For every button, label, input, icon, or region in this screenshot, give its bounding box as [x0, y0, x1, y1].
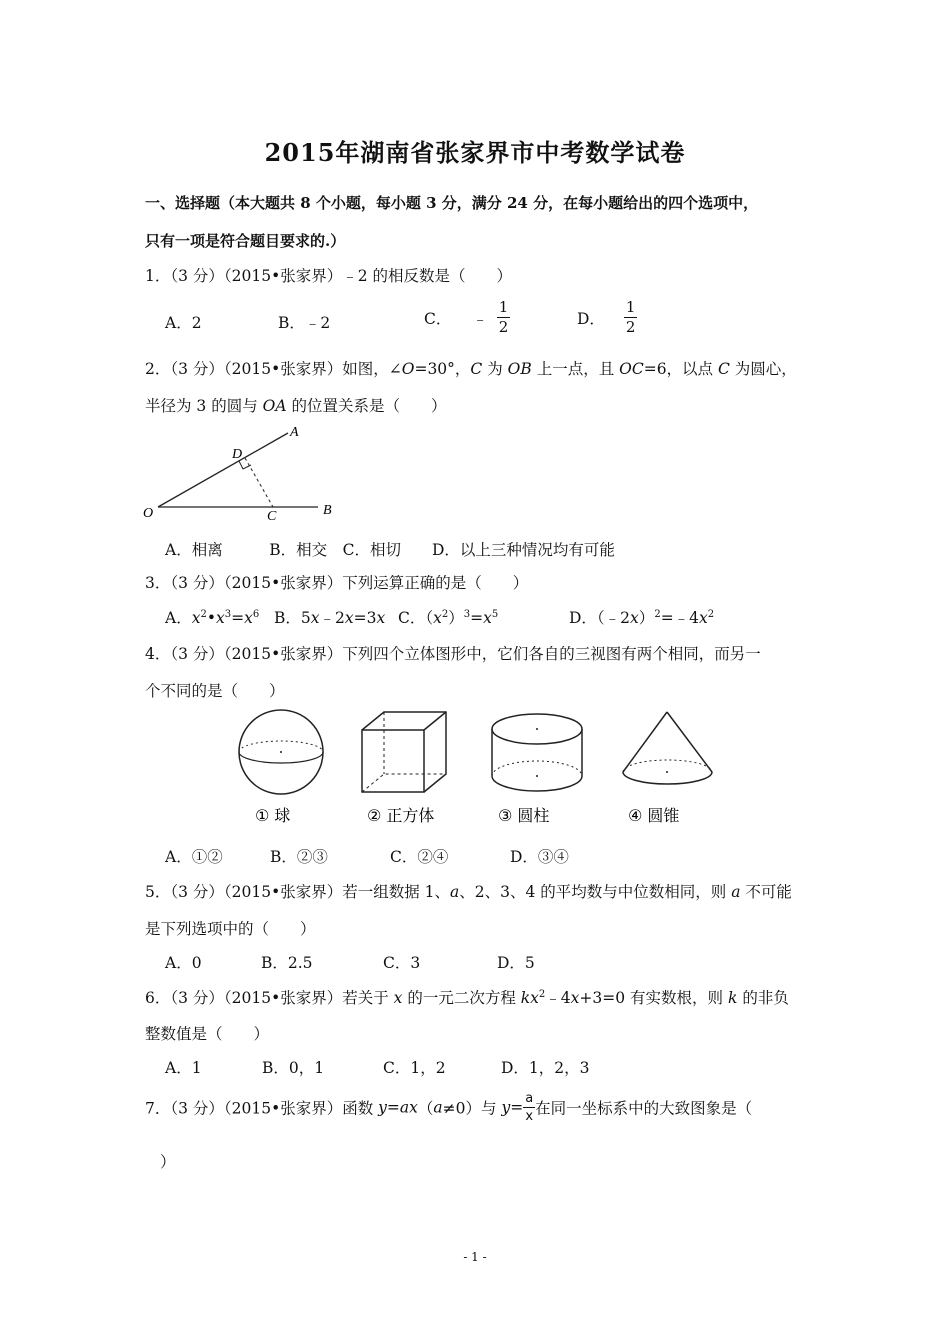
fraction-denominator: 2 — [625, 318, 636, 336]
fraction-denominator: 2 — [498, 318, 509, 336]
sphere-shape — [239, 710, 323, 794]
question-5-line1: 5．（3 分）（2015•张家界）若一组数据 1、a、2、3、4 的平均数与中位数相同，则 a 不可能 — [145, 883, 792, 901]
q3-option-c: C．$(x^2)^3=x^5$ — [398, 608, 499, 627]
solids-figure — [230, 700, 750, 835]
cone-shape — [623, 712, 712, 784]
cylinder-shape — [492, 714, 582, 791]
q2-options: A．相离 B．相交 C．相切 D．以上三种情况均有可能 — [165, 541, 615, 559]
question-5-line2: 是下列选项中的（ ） — [145, 920, 316, 938]
question-7-line1: 7．（3 分）（2015•张家界）函数 y=ax（a≠0）与 y= $\frac{a}{x}$ 在同一坐标系中的大致图象是（ — [145, 1091, 753, 1124]
fraction-denominator: x — [525, 1109, 534, 1124]
q1-option-b: B．﹣2 — [278, 314, 331, 332]
q6-option-c: C．1，2 — [383, 1059, 446, 1077]
q1-option-a: A．2 — [165, 314, 202, 332]
fraction — [523, 1092, 535, 1123]
page-title: 2015年湖南省张家界市中考数学试卷 — [264, 138, 686, 167]
question-2-line1: 2．（3 分）（2015•张家界）如图，∠O=30°，C 为 OB 上一点，且 OC=6，以点 C 为圆心， — [145, 360, 797, 378]
fraction — [497, 300, 511, 335]
q3-option-b: B．5x﹣2x=3x — [274, 609, 386, 627]
fraction-numerator: 1 — [625, 298, 636, 316]
point-label-a: A — [290, 425, 299, 440]
fraction — [624, 300, 638, 335]
point-label-o: O — [143, 506, 154, 521]
question-7-line2: ） — [160, 1153, 176, 1171]
fraction-numerator: 1 — [498, 298, 509, 316]
question-2-line2: 半径为 3 的圆与 OA 的位置关系是（ ） — [145, 397, 447, 415]
question-6-line1: 6．（3 分）（2015•张家界）若关于 x 的一元二次方程 $kx^2﹣4x+3=0$ 有实数根，则 k 的非负 — [145, 988, 789, 1007]
cube-shape — [362, 712, 446, 792]
q4-option-a: A．①② — [165, 848, 223, 866]
question-6-line2: 整数值是（ ） — [145, 1025, 270, 1043]
q1-option-d-label: D． — [577, 309, 605, 328]
question-4-line1: 4．（3 分）（2015•张家界）下列四个立体图形中，它们各自的三视图有两个相同，而另一 — [145, 645, 761, 663]
fraction-numerator: a — [525, 1091, 534, 1106]
q1-option-c-label: C． — [424, 309, 452, 328]
angle-figure — [140, 420, 350, 525]
question-1-stem: 1．（3 分）（2015•张家界）﹣2 的相反数是（ ） — [145, 267, 513, 285]
q6-option-b: B．0，1 — [262, 1059, 325, 1077]
q1-option-d — [577, 300, 637, 335]
question-4-line2: 个不同的是（ ） — [145, 682, 285, 700]
section-heading-line2: 只有一项是符合题目要求的.） — [145, 232, 346, 250]
q3-option-d: D．$(﹣2x)^2=﹣4x^2$ — [569, 608, 715, 627]
caption-cylinder: ③ 圆柱 — [498, 806, 550, 825]
q6-option-a: A．1 — [165, 1059, 202, 1077]
q5-option-d: D．5 — [497, 954, 535, 972]
caption-cube: ② 正方体 — [367, 806, 435, 825]
q4-option-d: D．③④ — [510, 848, 569, 866]
q6-option-d: D．1，2，3 — [501, 1059, 590, 1077]
point-label-d: D — [232, 447, 243, 462]
page-number: - 1 - — [463, 1250, 487, 1264]
caption-cone: ④ 圆锥 — [628, 806, 680, 825]
q5-option-a: A．0 — [165, 954, 202, 972]
minus-sign: ﹣ — [472, 309, 488, 328]
point-label-c: C — [267, 509, 277, 524]
caption-sphere: ① 球 — [255, 806, 291, 825]
q5-option-b: B．2.5 — [261, 954, 313, 972]
q3-option-a: A．$x^2•x^3=x^6$ — [165, 608, 260, 627]
section-heading-line1: 一、选择题（本大题共 8 个小题，每小题 3 分，满分 24 分，在每小题给出的四个选项中， — [145, 194, 759, 212]
q5-option-c: C．3 — [383, 954, 421, 972]
q1-option-c — [424, 300, 510, 335]
q4-option-c: C．②④ — [390, 848, 449, 866]
point-label-b: B — [323, 503, 332, 518]
question-3-stem: 3．（3 分）（2015•张家界）下列运算正确的是（ ） — [145, 574, 529, 592]
q4-option-b: B．②③ — [270, 848, 328, 866]
